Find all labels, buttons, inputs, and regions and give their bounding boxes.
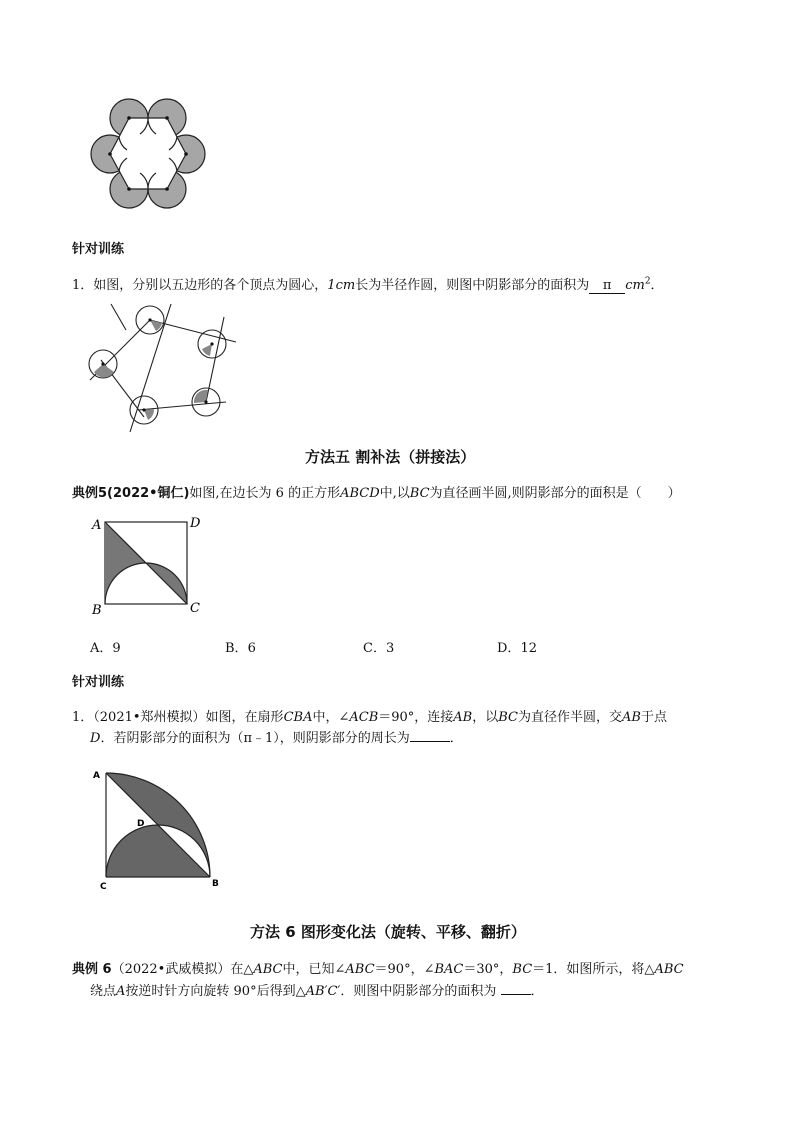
method6-title: 方法 6 图形变化法（旋转、平移、翻折） bbox=[250, 923, 526, 941]
problem-text: 1．如图，分别以五边形的各个顶点为圆心，1cm长为半径作圆，则图中阴影部分的面积为 π $cm^2$． bbox=[72, 276, 664, 293]
label-B2: B bbox=[212, 879, 219, 889]
label-D2: D bbox=[137, 819, 145, 829]
hexagon-circles-figure bbox=[85, 98, 215, 218]
answer-blank-2 bbox=[410, 741, 450, 742]
answer-blank-3 bbox=[501, 994, 531, 995]
label-C2: C bbox=[100, 882, 107, 892]
label-D: D bbox=[190, 516, 201, 531]
answer-blank: π bbox=[589, 278, 625, 294]
label-A: A bbox=[92, 518, 102, 533]
problem2-line2: D．若阴影部分的面积为（π﹣1），则阴影部分的周长为 ． bbox=[90, 731, 463, 746]
label-A2: A bbox=[93, 771, 100, 781]
example6-line2: 绕点A按逆时针方向旋转 90°后得到△AB′C′．则图中阴影部分的面积为 ． bbox=[90, 984, 544, 999]
method5-title: 方法五 割补法（拼接法） bbox=[305, 448, 476, 466]
label-B: B bbox=[92, 603, 102, 618]
option-d[interactable]: D．12 bbox=[497, 641, 537, 656]
pentagon-circles-figure bbox=[86, 302, 236, 442]
square-semicircle-figure bbox=[90, 515, 220, 625]
option-c[interactable]: C．3 bbox=[363, 641, 395, 656]
option-b[interactable]: B．6 bbox=[225, 641, 256, 656]
example5-text: 典例5(2022•铜仁)如图,在边长为 6 的正方形ABCD中,以BC为直径画半圆,则阴影部分的面积是（ ） bbox=[72, 486, 681, 501]
option-a[interactable]: A．9 bbox=[90, 641, 121, 656]
sector-semicircle-figure bbox=[90, 765, 230, 895]
label-C: C bbox=[190, 601, 200, 616]
problem2-line1: 1．（2021•郑州模拟）如图，在扇形CBA中，∠ACB＝90°，连接AB，以BC为直径作半圆，交AB于点 bbox=[72, 710, 667, 725]
section-title-2: 针对训练 bbox=[72, 675, 125, 690]
section-title: 针对训练 bbox=[72, 242, 125, 257]
example6-line1: 典例 6（2022•武威模拟）在△ABC中，已知∠ABC＝90°，∠BAC＝30°，BC＝1．如图所示，将△ABC bbox=[72, 962, 684, 977]
